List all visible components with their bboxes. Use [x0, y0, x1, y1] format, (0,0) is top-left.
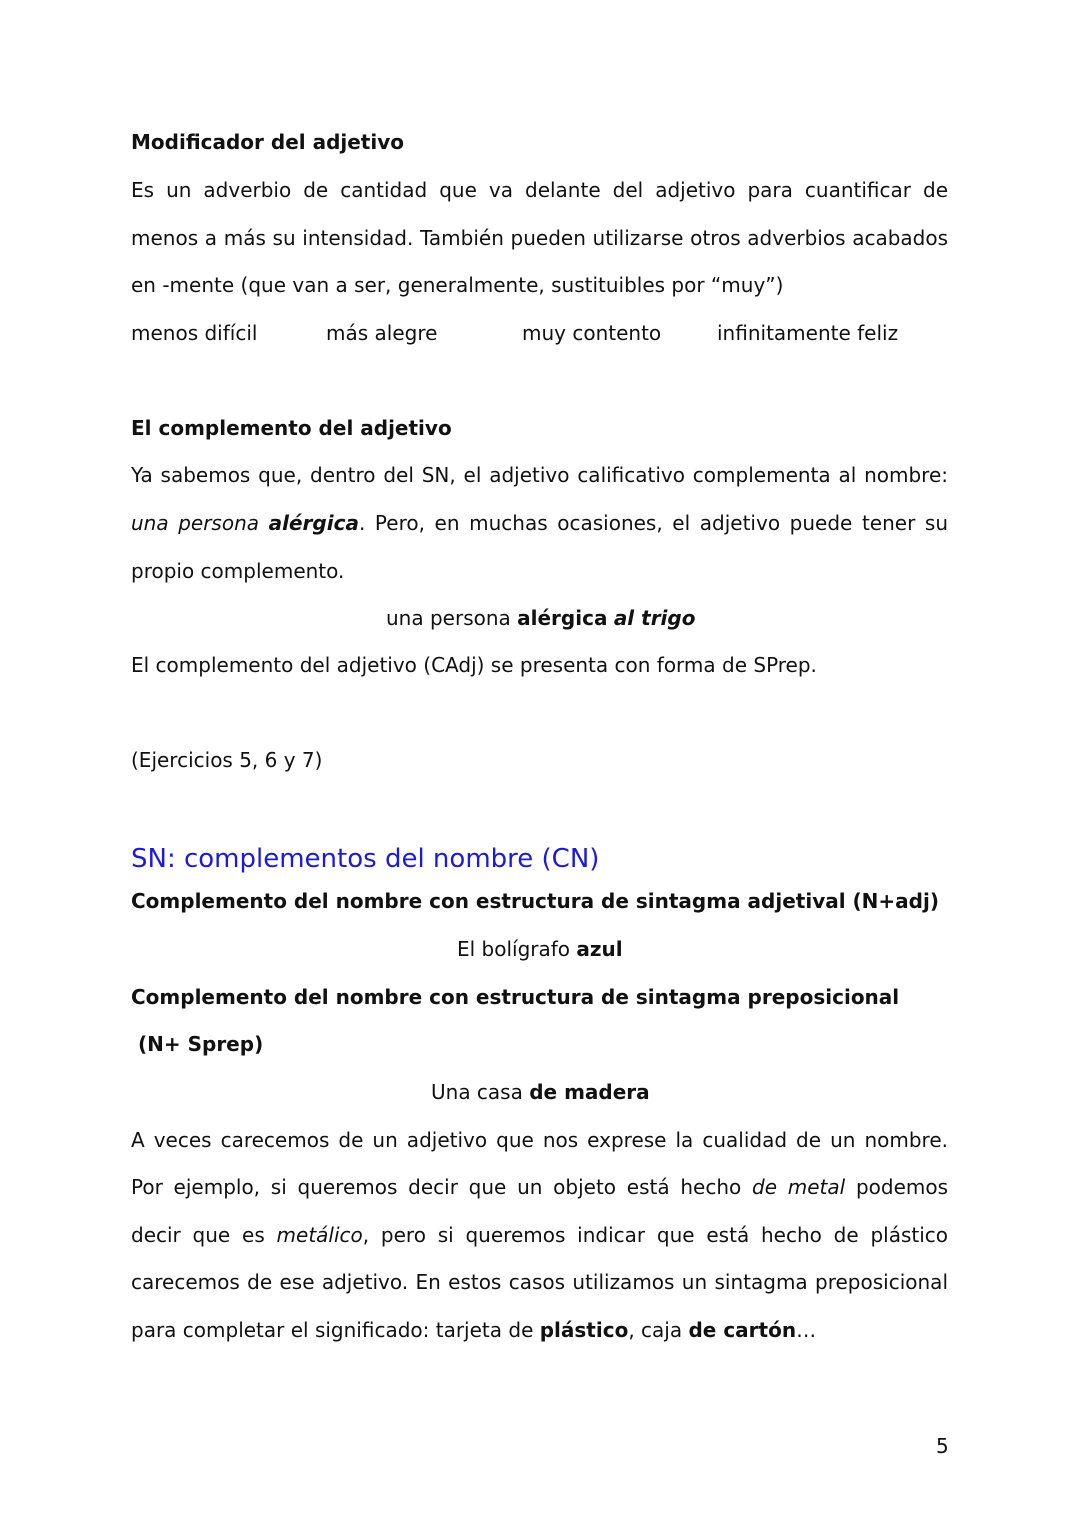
paragraph-line-5: [131, 1316, 948, 1344]
bold-de-carton: de cartón: [688, 1318, 797, 1342]
paragraph-line-5-b: , caja: [628, 1318, 683, 1342]
heading-modificador: Modificador del adjetivo: [131, 130, 404, 154]
paragraph-line-2: [131, 1173, 948, 1201]
paragraph-line-2-a: Por ejemplo, si queremos decir que un objeto está hecho: [131, 1175, 742, 1199]
heading-cn-preposicional-formula: (N+ Sprep): [138, 1032, 264, 1056]
example-boligrafo-bold: azul: [576, 937, 623, 961]
paragraph-line-3-b: , pero si queremos indicar que está hecho de plástico: [362, 1223, 949, 1247]
page-number: 5: [936, 1434, 949, 1458]
section-title-sn: SN: complementos del nombre (CN): [131, 844, 600, 874]
example-casa-bold: de madera: [529, 1080, 650, 1104]
italic-metalico: metálico: [276, 1223, 363, 1247]
complemento-line-2-rest: . Pero, en muchas ocasiones, el adjetivo puede tener su: [358, 511, 948, 535]
example-boligrafo: [457, 935, 623, 963]
complemento-example: [386, 604, 695, 632]
paragraph-line-5-ellipsis: …: [796, 1318, 817, 1342]
modificador-line-1: Es un adverbio de cantidad que va delante del adjetivo para cuantificar de: [131, 178, 948, 202]
heading-complemento-adjetivo: El complemento del adjetivo: [131, 416, 452, 440]
bold-italic-alergica: alérgica: [268, 511, 359, 535]
modificador-examples: [131, 319, 948, 347]
example-muy-contento: muy contento: [522, 321, 662, 345]
example-alergica: alérgica: [517, 606, 608, 630]
example-infinitamente-feliz: infinitamente feliz: [717, 321, 899, 345]
complemento-line-3: propio complemento.: [131, 559, 345, 583]
example-menos-dificil: menos difícil: [131, 321, 258, 345]
paragraph-line-2-b: podemos: [855, 1175, 949, 1199]
complemento-line-2: [131, 509, 948, 537]
modificador-line-2: menos a más su intensidad. También pueden utilizarse otros adverbios acabados: [131, 226, 948, 250]
example-casa-plain: Una casa: [431, 1080, 523, 1104]
paragraph-line-3-a: decir que es: [131, 1223, 265, 1247]
example-boligrafo-plain: El bolígrafo: [457, 937, 571, 961]
complemento-line-1: Ya sabemos que, dentro del SN, el adjetivo calificativo complementa al nombre:: [131, 463, 948, 487]
example-mas-alegre: más alegre: [326, 321, 438, 345]
exercises-reference: (Ejercicios 5, 6 y 7): [131, 748, 323, 772]
bold-plastico: plástico: [539, 1318, 629, 1342]
heading-cn-preposicional: Complemento del nombre con estructura de sintagma preposicional: [131, 985, 900, 1009]
paragraph-line-4: carecemos de ese adjetivo. En estos casos utilizamos un sintagma preposicional: [131, 1270, 948, 1294]
paragraph-line-5-a: para completar el significado: tarjeta de: [131, 1318, 534, 1342]
example-al-trigo: al trigo: [613, 606, 696, 630]
italic-de-metal: de metal: [752, 1175, 846, 1199]
italic-una-persona: una persona: [131, 511, 260, 535]
paragraph-line-3: [131, 1221, 948, 1249]
paragraph-line-1: A veces carecemos de un adjetivo que nos exprese la cualidad de un nombre.: [131, 1128, 948, 1152]
heading-cn-adjetival: Complemento del nombre con estructura de sintagma adjetival (N+adj): [131, 889, 939, 913]
example-una-persona: una persona: [386, 606, 511, 630]
example-casa: [431, 1078, 650, 1106]
complemento-line-4: El complemento del adjetivo (CAdj) se presenta con forma de SPrep.: [131, 653, 817, 677]
document-page: [131, 0, 948, 1525]
modificador-line-3: en -mente (que van a ser, generalmente, sustituibles por “muy”): [131, 273, 784, 297]
